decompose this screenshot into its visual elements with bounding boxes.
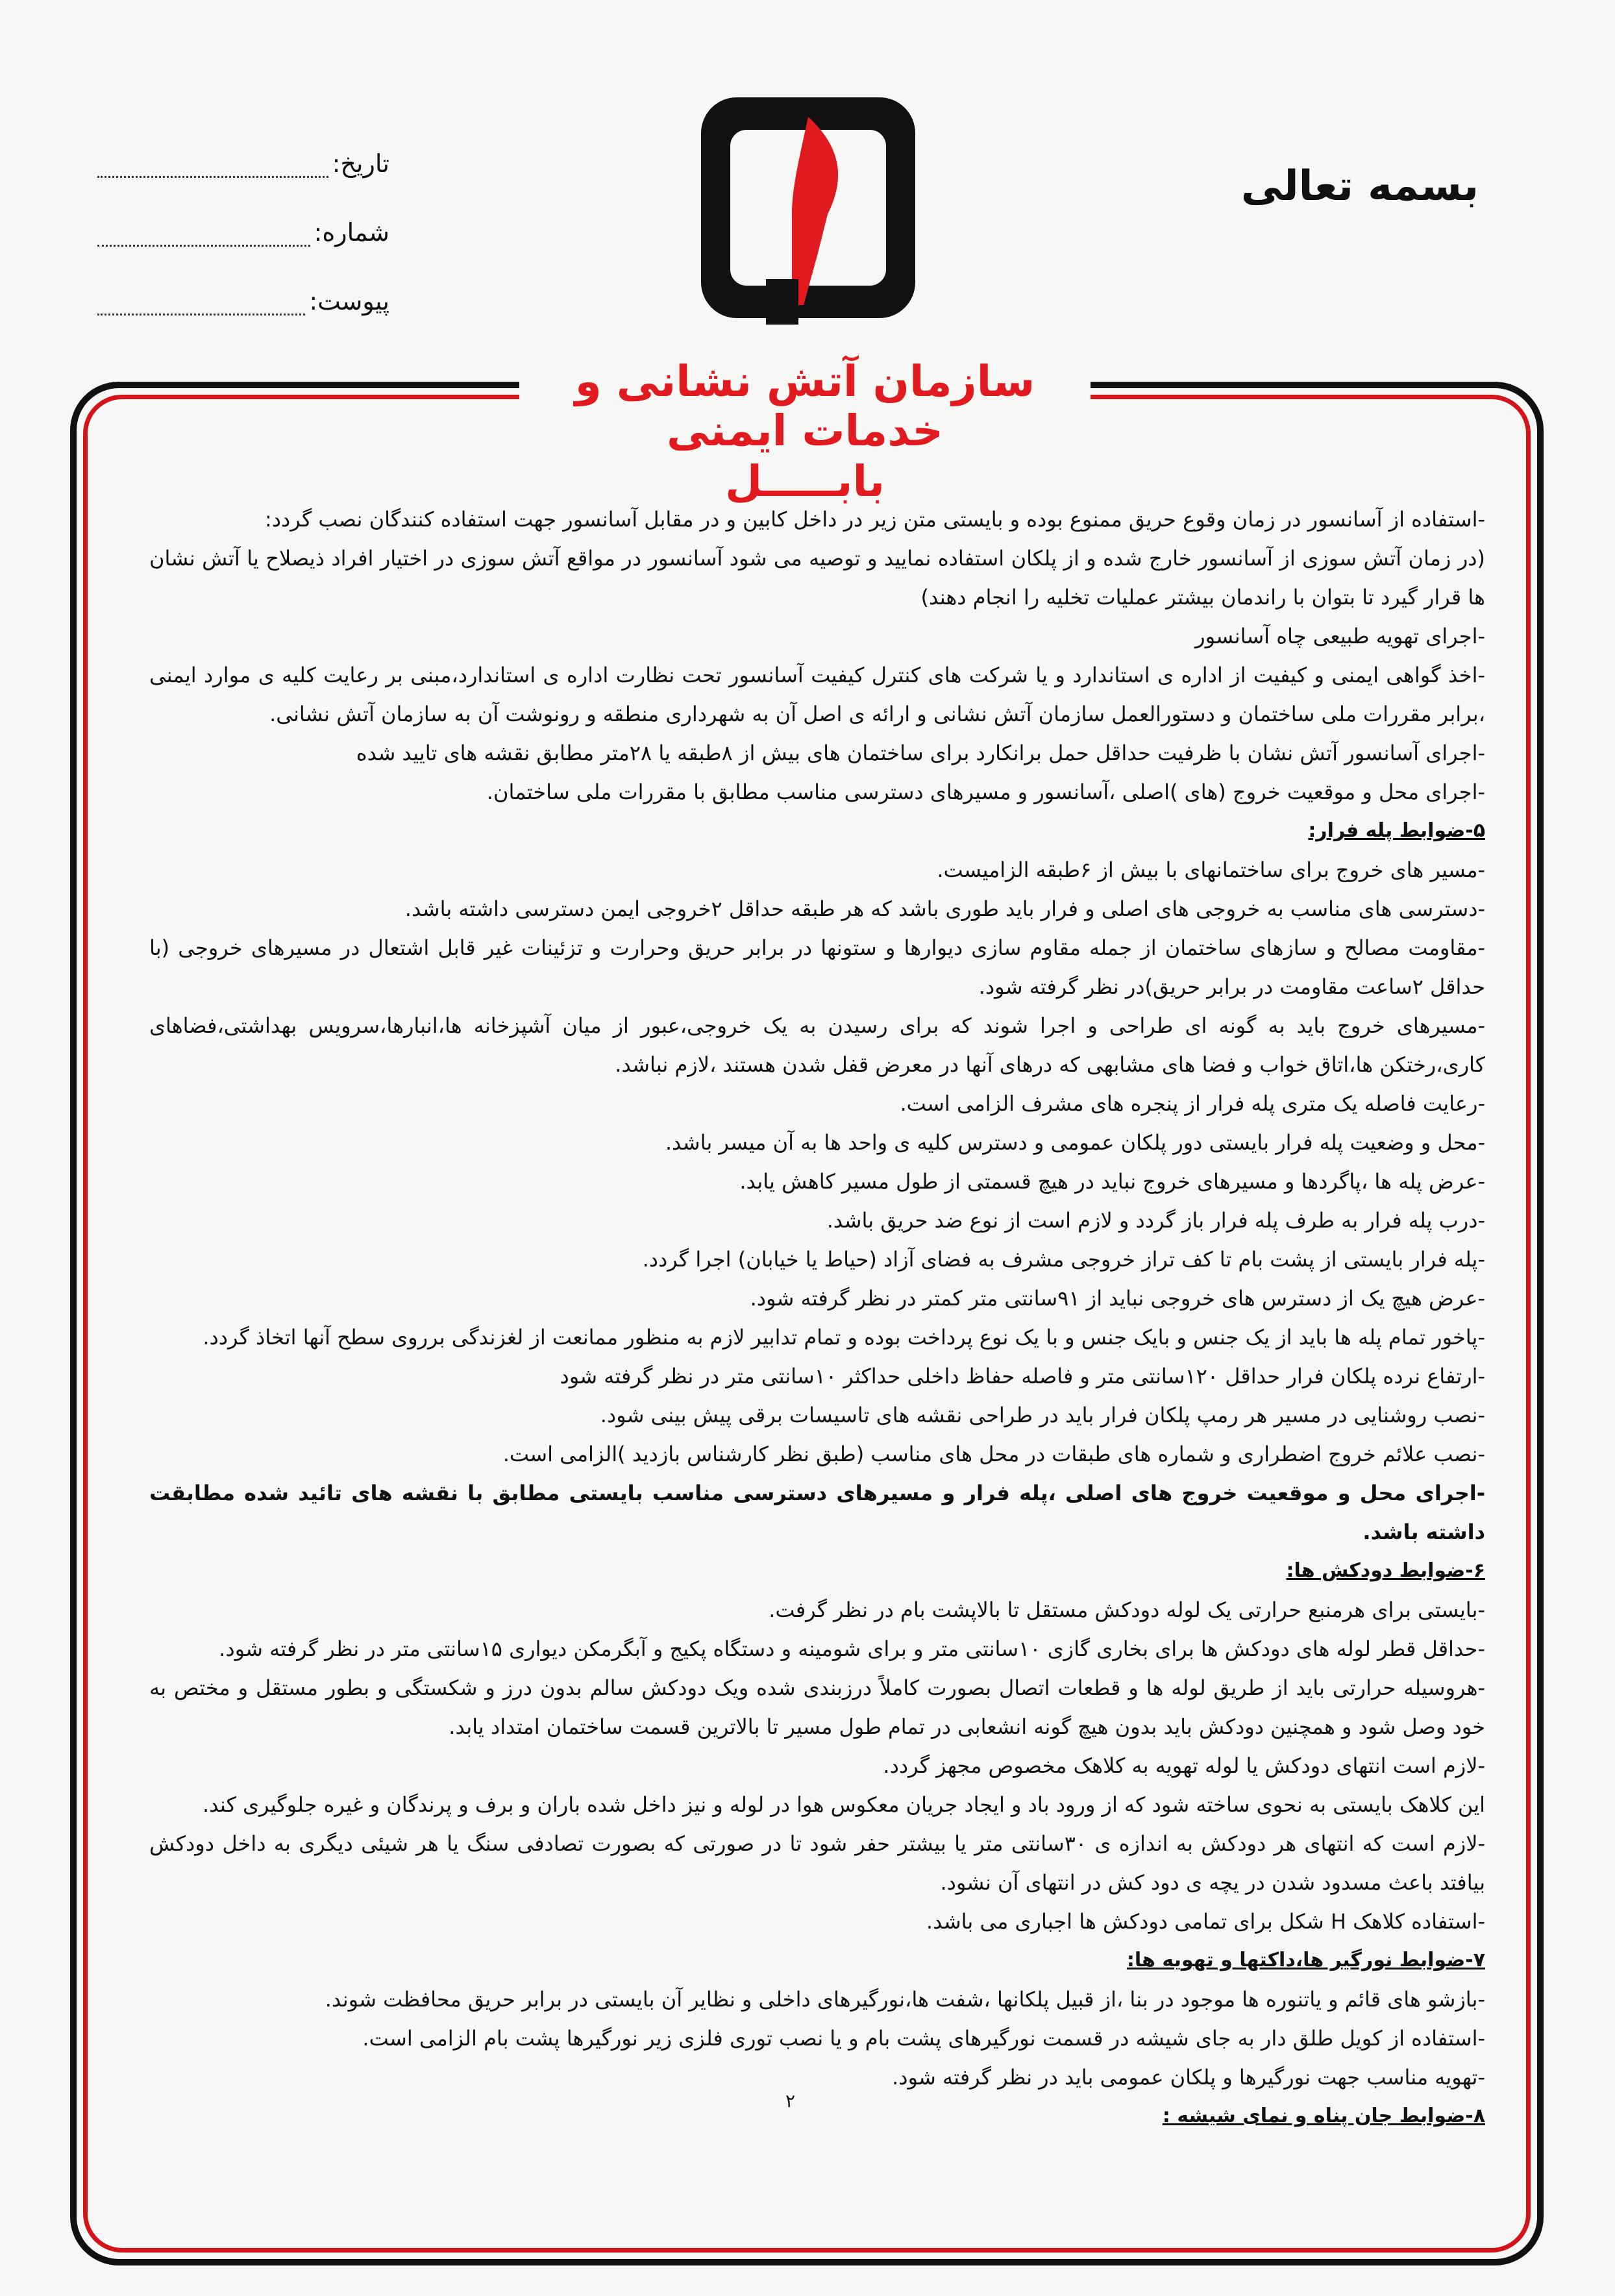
title-line-2: بابـــــل — [724, 456, 885, 506]
list-item: -درب پله فرار به طرف پله فرار باز گردد و لازم است از نوع ضد حریق باشد. — [826, 1208, 1485, 1233]
list-item: -محل و وضعیت پله فرار بایستی دور پلکان عمومی و دسترس کلیه ی واحد ها به آن میسر باشد. — [665, 1130, 1485, 1155]
list-item: -استفاده کلاهک H شکل برای تمامی دودکش ها اجباری می باشد. — [926, 1909, 1485, 1934]
body-paragraph: -اخذ گواهی ایمنی و کیفیت از اداره ی استاندارد و یا شرکت های کنترل کیفیت آسانسور تحت نظارت اداره ی استاندارد،مبنی بر رعایت کلیه ی موارد ایمنی ،برابر مقررات ملی ساختمان و دستورالعمل سازمان آتش نشانی و ارائه ی اصل آن به شهرداری منطقه و رونوشت آن به سازمان آتش نشانی. — [149, 663, 1485, 726]
list-item: -نصب روشنایی در مسیر هر رمپ پلکان فرار باید در طراحی نقشه های تاسیسات برقی پیش بینی شود. — [600, 1403, 1485, 1427]
list-item: -نصب علائم خروج اضطراری و شماره های طبقات در محل های مناسب (طبق نظر کارشناس بازدید )الزامی است. — [502, 1442, 1485, 1466]
letter-meta — [97, 149, 389, 356]
list-item: -حداقل قطر لوله های دودکش ها برای بخاری گازی ۱۰سانتی متر و برای شومینه و دستگاه پکیج و آبگرمکن دیواری ۱۵سانتی متر در نظر گرفته شود. — [219, 1636, 1485, 1661]
list-item: -تهویه مناسب جهت نورگیرها و پلکان عمومی باید در نظر گرفته شود. — [892, 2065, 1485, 2090]
body-paragraph: (در زمان آتش سوزی از آسانسور خارج شده و از پلکان استفاده نمایید و توصیه می شود آسانسور در مواقع آتش سوزی در اختیار افراد ذیصلاح یا آتش نشان ها قرار گیرد تا بتوان با راندمان بیشتر عملیات تخلیه را انجام دهند) — [149, 546, 1485, 610]
list-item: -دسترسی های مناسب به خروجی های اصلی و فرار باید طوری باشد که هر طبقه حداقل ۲خروجی ایمن دسترسی داشته باشد. — [404, 896, 1485, 921]
basmala: بسمه تعالی — [1240, 162, 1479, 210]
list-item: -هروسیله حرارتی باید از طریق لوله ها و قطعات اتصال بصورت کاملاً درزبندی شده ویک دودکش سالم بدون درز و شکستگی و بطور مستقل و مختص به خود وصل شود و همچنین دودکش باید بدون هیچ گونه انشعابی در تمام طول مسیر تا بالاترین قسمت ساختمان امتداد یابد. — [149, 1675, 1485, 1739]
list-item: -مقاومت مصالح و سازهای ساختمان از جمله مقاوم سازی دیوارها و ستونها در برابر حریق وحرارت و تزئینات غیر قابل اشتعال در مسیرهای خروجی (با حداقل ۲ساعت مقاومت در برابر حریق)در نظر گرفته شود. — [149, 935, 1485, 999]
list-item: -لازم است که انتهای هر دودکش به اندازه ی ۳۰سانتی متر یا بیشتر حفر شود تا در صورتی که بصورت تصادفی سنگ یا هر شیئی دیگری به داخل دودکش بیافتد باعث مسدود شدن در یچه ی دود کش در انتهای آن نشود. — [149, 1831, 1486, 1895]
section-7-heading: ۷-ضوابط نورگیر ها،داکتها و تهویه ها: — [1126, 1949, 1485, 1971]
body-paragraph: -استفاده از آسانسور در زمان وقوع حریق ممنوع بوده و بایستی متن زیر در داخل کابین و در مقابل آسانسور جهت استفاده کنندگان نصب گردد: — [265, 507, 1485, 532]
list-item: -پله فرار بایستی از پشت بام تا کف تراز خروجی مشرف به فضای آزاد (حیاط یا خیابان) اجرا گردد. — [642, 1247, 1485, 1272]
list-item: این کلاهک بایستی به نحوی ساخته شود که از ورود باد و ایجاد جریان معکوس هوا در لوله و نیز داخل شده باران و برف و پرندگان و غیره جلوگیری کند. — [202, 1792, 1485, 1817]
list-item: -بایستی برای هرمنبع حرارتی یک لوله دودکش مستقل تا بالاپشت بام در نظر گرفت. — [769, 1598, 1485, 1622]
list-item: -ارتفاع نرده پلکان فرار حداقل ۱۲۰سانتی متر و فاصله حفاظ داخلی حداکثر ۱۰سانتی متر در نظر گرفته شود — [560, 1364, 1485, 1389]
list-item: -مسیرهای خروج باید به گونه ای طراحی و اجرا شوند که برای رسیدن به یک خروجی،عبور از میان آشپزخانه ها،انبارها،سرویس بهداشتی،فضاهای کاری،رختکن ها،اتاق خواب و فضا های مشابهی که درهای آنها در معرض قفل شدن هستند ،لازم نباشد. — [149, 1013, 1485, 1077]
list-item: -عرض پله ها ،پاگردها و مسیرهای خروج نباید در هیچ قسمتی از طول مسیر کاهش یابد. — [739, 1169, 1485, 1194]
date-field[interactable] — [97, 156, 328, 178]
list-item: -لازم است انتهای دودکش یا لوله تهویه به کلاهک مخصوص مجهز گردد. — [883, 1753, 1485, 1778]
page-number: ۲ — [785, 2090, 796, 2112]
section-5-heading: ۵-ضوابط پله فرار: — [1308, 819, 1485, 842]
date-label: تاریخ: — [332, 149, 389, 178]
list-item: -عرض هیچ یک از دسترس های خروجی نباید از ۹۱سانتی متر کمتر در نظر گرفته شود. — [750, 1286, 1485, 1311]
number-field[interactable] — [97, 225, 310, 247]
organization-title — [519, 351, 1091, 506]
list-item: -استفاده از کویل طلق دار به جای شیشه در قسمت نورگیرهای پشت بام و یا نصب توری فلزی زیر نورگیرها پشت بام الزامی است. — [362, 2026, 1485, 2051]
list-item: -رعایت فاصله یک متری پله فرار از پنجره های مشرف الزامی است. — [900, 1091, 1485, 1116]
document-body — [149, 500, 1485, 2136]
body-paragraph: -اجرای آسانسور آتش نشان با ظرفیت حداقل حمل برانکارد برای ساختمان های بیش از ۸طبقه یا ۲۸متر مطابق نقشه های تایید شده — [356, 741, 1485, 765]
attachment-label: پیوست: — [309, 287, 389, 315]
body-paragraph: -اجرای محل و موقعیت خروج (های )اصلی ،آسانسور و مسیرهای دسترسی مناسب مطابق با مقررات ملی ساختمان. — [486, 780, 1485, 804]
attachment-row — [97, 287, 389, 315]
list-item: -مسیر های خروج برای ساختمانهای با بیش از ۶طبقه الزامیست. — [937, 858, 1485, 882]
list-item: -پاخور تمام پله ها باید از یک جنس و بایک جنس و با یک نوع پرداخت بوده و تمام تدابیر لازم به منظور ممانعت از لغزندگی برروی سطح آنها اتخاذ گردد. — [203, 1325, 1485, 1350]
section-8-heading: ۸-ضوابط جان پناه و نمای شیشه : — [1162, 2105, 1485, 2127]
list-item: -بازشو های قائم و یاتنوره ها موجود در بنا ،از قبیل پلکانها ،شفت ها،نورگیرهای داخلی و نظایر آن بایستی در برابر حریق محافظت شوند. — [325, 1987, 1485, 2012]
section-6-heading: ۶-ضوابط دودکش ها: — [1286, 1559, 1485, 1582]
number-row — [97, 218, 389, 247]
fire-department-logo-icon — [688, 91, 928, 325]
body-paragraph: -اجرای تهویه طبیعی چاه آسانسور — [1195, 624, 1485, 648]
title-line-1: سازمان آتش نشانی و خدمات ایمنی — [574, 356, 1035, 456]
attachment-field[interactable] — [97, 294, 305, 315]
number-label: شماره: — [314, 218, 389, 247]
date-row — [97, 149, 389, 178]
list-item: -اجرای محل و موقعیت خروج های اصلی ،پله فرار و مسیرهای دسترسی مناسب بایستی مطابق با نقشه های تائید شده مطابقت داشته باشد. — [149, 1481, 1485, 1544]
